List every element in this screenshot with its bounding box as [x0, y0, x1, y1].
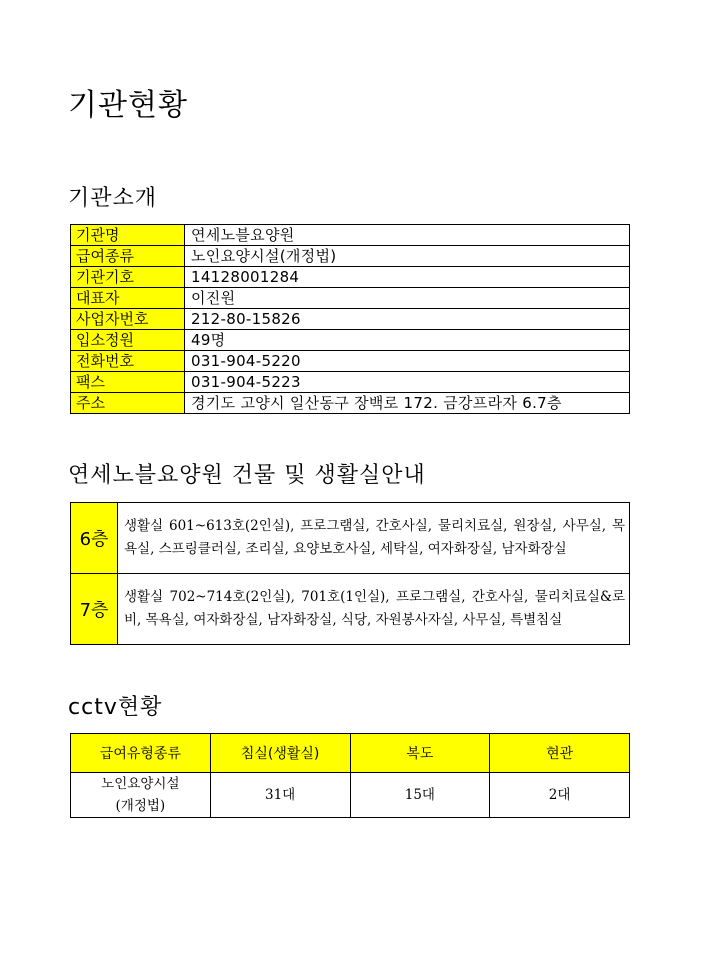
table-row: [71, 503, 630, 574]
cctv-type-line2: (개정법): [115, 798, 166, 814]
intro-key: 기관기호: [71, 267, 185, 288]
column-header: 현관: [490, 734, 630, 773]
cctv-table: [70, 733, 630, 818]
cctv-heading: cctv현황: [68, 695, 163, 720]
column-header: 복도: [350, 734, 490, 773]
floor-label: 6층: [71, 503, 118, 574]
column-header: 급여유형종류: [71, 734, 211, 773]
intro-key: 입소정원: [71, 330, 185, 351]
intro-key: 팩스: [71, 372, 185, 393]
intro-heading: 기관소개: [68, 186, 158, 211]
building-table: [70, 502, 630, 645]
floor-label: 7층: [71, 574, 118, 645]
intro-key: 대표자: [71, 288, 185, 309]
cctv-entrance-count: 2대: [490, 773, 630, 818]
intro-key: 전화번호: [71, 351, 185, 372]
intro-key: 주소: [71, 393, 185, 414]
table-row: [71, 246, 630, 267]
intro-value: 031-904-5220: [185, 351, 630, 372]
table-row: [71, 773, 630, 818]
table-header-row: [71, 734, 630, 773]
cctv-type-cell: [71, 773, 211, 818]
intro-value: 212-80-15826: [185, 309, 630, 330]
table-row: [71, 225, 630, 246]
cctv-type-line1: 노인요양시설: [101, 776, 180, 792]
intro-value: 49명: [185, 330, 630, 351]
table-row: [71, 351, 630, 372]
intro-value: 노인요양시설(개정법): [185, 246, 630, 267]
building-heading: 연세노블요양원 건물 및 생활실안내: [68, 463, 426, 488]
column-header: 침실(생활실): [210, 734, 350, 773]
floor-description: 생활실 702~714호(2인실), 701호(1인실), 프로그램실, 간호사실, 물리치료실&로비, 목욕실, 여자화장실, 남자화장실, 식당, 자원봉사자실, 사무실, 특별침실: [118, 574, 630, 645]
table-row: [71, 372, 630, 393]
intro-value: 연세노블요양원: [185, 225, 630, 246]
table-row: [71, 267, 630, 288]
intro-value: 14128001284: [185, 267, 630, 288]
floor-description: 생활실 601~613호(2인실), 프로그램실, 간호사실, 물리치료실, 원장실, 사무실, 목욕실, 스프링클러실, 조리실, 요양보호사실, 세탁실, 여자화장실, 남자화장실: [118, 503, 630, 574]
intro-key: 급여종류: [71, 246, 185, 267]
intro-table: [70, 224, 630, 414]
intro-value: 이진원: [185, 288, 630, 309]
cctv-bedroom-count: 31대: [210, 773, 350, 818]
table-row: [71, 330, 630, 351]
table-row: [71, 393, 630, 414]
table-row: [71, 309, 630, 330]
cctv-hallway-count: 15대: [350, 773, 490, 818]
table-row: [71, 574, 630, 645]
table-row: [71, 288, 630, 309]
intro-key: 기관명: [71, 225, 185, 246]
intro-value: 경기도 고양시 일산동구 장백로 172. 금강프라자 6.7층: [185, 393, 630, 414]
intro-value: 031-904-5223: [185, 372, 630, 393]
page-title: 기관현황: [68, 88, 188, 123]
intro-key: 사업자번호: [71, 309, 185, 330]
